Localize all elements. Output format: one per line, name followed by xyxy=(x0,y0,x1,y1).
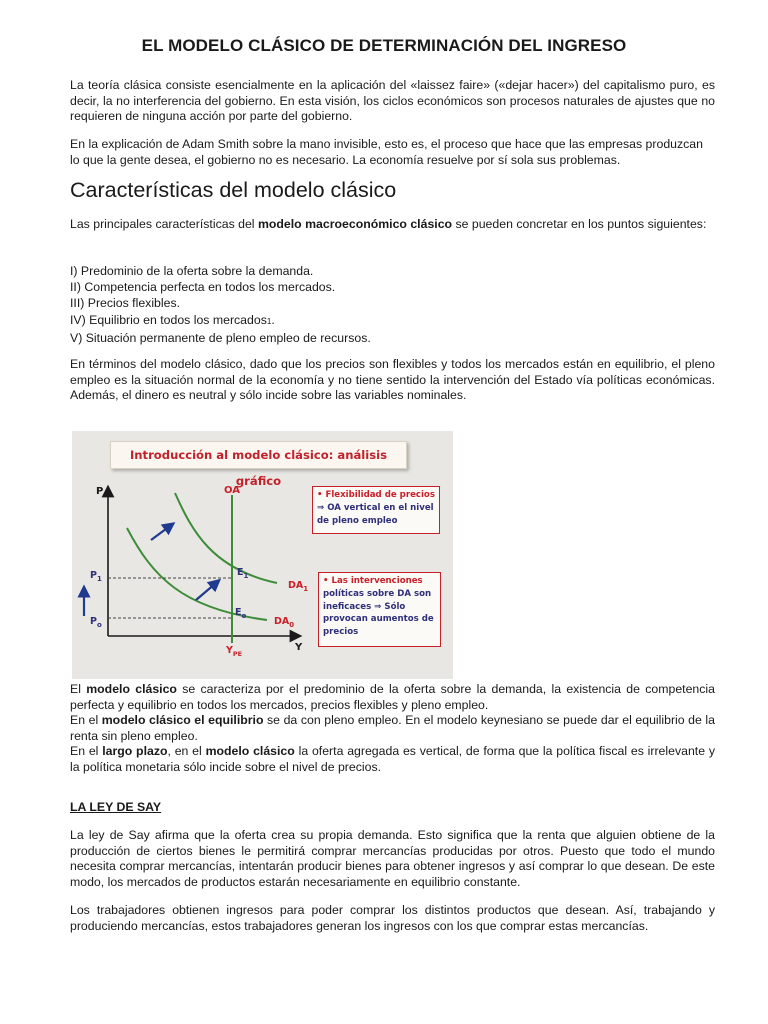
da1-label xyxy=(288,580,308,593)
e1-sub: 1 xyxy=(243,572,249,580)
da1-base: DA xyxy=(288,580,304,591)
da0-sub: 0 xyxy=(289,621,295,629)
interventions-line-4: provocan aumentos de xyxy=(323,614,434,625)
list-item: II) Competencia perfecta en todos los mercados. xyxy=(70,280,336,295)
da0-base: DA xyxy=(274,616,290,627)
bold-run: modelo clásico xyxy=(86,682,177,696)
text-run: se caracteriza por el predominio de la oferta sobre la demanda, la existencia de competencia perfecta y equilibrio en todos los mercados, precios flexibles y pleno empleo. xyxy=(70,682,715,712)
da1-sub: 1 xyxy=(303,585,309,593)
list-item-text: IV) Equilibrio en todos los mercados xyxy=(70,312,267,327)
after-figure-paragraph-3 xyxy=(70,744,715,775)
p0-sub: o xyxy=(96,621,102,629)
text-run: la oferta agregada es vertical, de forma que la política fiscal es irrelevante y la política monetaria sólo incide sobre el nivel de precios. xyxy=(70,744,715,774)
figure-title: Introducción al modelo clásico: análisis gráfico xyxy=(129,448,387,488)
features-lead-end: se pueden concretar en los puntos siguientes: xyxy=(452,217,707,231)
oa-label: OA xyxy=(224,485,240,496)
section-heading: Características del modelo clásico xyxy=(70,178,397,202)
interventions-bullet: • Las intervenciones xyxy=(323,576,423,586)
footnote-mark: 1 xyxy=(266,316,272,326)
axis-y-label: Y xyxy=(295,642,303,653)
flexibility-bullet: • Flexibilidad de precios xyxy=(317,490,435,500)
interventions-line-3: ineficaces ⇒ Sólo xyxy=(323,601,406,612)
intro-paragraph-2: En la explicación de Adam Smith sobre la mano invisible, esto es, el proceso que hace que las empresas produzcan lo que la gente desea, el gobierno no es necesario. La economía resuelve por sí sola sus problemas. xyxy=(70,137,703,167)
list-item: III) Precios flexibles. xyxy=(70,296,181,311)
text-run: En el xyxy=(70,744,103,758)
ype-base: Y xyxy=(226,645,233,656)
e1-label xyxy=(237,567,249,580)
features-list xyxy=(70,263,371,346)
p0-base: P xyxy=(90,616,97,627)
intro-paragraph-1: La teoría clásica consiste esencialmente en la aplicación del «laissez faire» («dejar hacer») del capitalismo puro, es decir, la no interferencia del gobierno. En esta visión, los ciclos económicos son procesos naturales de ajustes que no requieren de ninguna acción por parte del gobierno. xyxy=(70,78,715,124)
e1-base: E xyxy=(237,567,244,578)
interventions-line-5: precios xyxy=(323,627,359,638)
ype-label xyxy=(225,645,242,658)
flexibility-line-3: de pleno empleo xyxy=(317,515,398,526)
classical-terms-paragraph: En términos del modelo clásico, dado que los precios son flexibles y todos los mercados están en equilibrio, el pleno empleo es la situación normal de la economía y no tiene sentido la intervención del Estado vía políticas económicas. Además, el dinero es neutral y sólo incide sobre las variables nominales. xyxy=(70,357,715,403)
interventions-line-2: políticas sobre DA son xyxy=(323,588,432,599)
p1-base: P xyxy=(90,570,97,581)
axis-p-label: P xyxy=(96,486,104,497)
e0-sub: o xyxy=(241,612,247,620)
p1-label xyxy=(90,570,102,583)
bold-run: largo plazo xyxy=(102,744,168,758)
bold-run: modelo clásico xyxy=(205,744,295,758)
features-lead-paragraph xyxy=(70,217,715,233)
interventions-box xyxy=(318,572,441,647)
list-item: I) Predominio de la oferta sobre la demanda. xyxy=(70,264,314,278)
ype-sub: PE xyxy=(232,650,243,658)
list-item-end: . xyxy=(271,312,275,327)
bold-run: modelo clásico el equilibrio xyxy=(101,713,264,727)
e0-base: E xyxy=(235,607,242,618)
features-lead-bold: modelo macroeconómico clásico xyxy=(257,217,453,231)
demand-shift-arrow xyxy=(151,526,170,540)
p0-label xyxy=(90,616,102,629)
classical-model-figure xyxy=(72,431,453,679)
list-item: V) Situación permanente de pleno empleo de recursos. xyxy=(70,330,371,345)
flexibility-box xyxy=(312,486,440,534)
page-title: EL MODELO CLÁSICO DE DETERMINACIÓN DEL INGRESO xyxy=(141,36,627,55)
da0-label xyxy=(274,616,294,629)
after-figure-paragraph-2 xyxy=(70,713,715,744)
p1-sub: 1 xyxy=(96,575,102,583)
features-lead-start: Las principales características del xyxy=(70,217,258,231)
equilibrium-shift-arrow xyxy=(196,583,216,600)
flexibility-line-2: ⇒ OA vertical en el nivel xyxy=(317,502,434,513)
e0-label xyxy=(235,607,247,620)
text-run: El xyxy=(70,682,87,696)
after-figure-paragraph-1 xyxy=(70,682,715,713)
say-paragraph-1: La ley de Say afirma que la oferta crea su propia demanda. Esto significa que la renta que alguien obtiene de la producción de ciertos bienes le permitirá comprar mercancías producidas por otros. Puesto que todo el mundo necesita comprar mercancías, intentarán producir bienes para obtener ingresos y así comprar lo que desean. De este modo, los mercados de productos estarán necesariamente en equilibrio constante. xyxy=(70,828,715,889)
list-item xyxy=(70,312,371,330)
text-run: En el xyxy=(70,713,102,727)
text-run: , en el xyxy=(167,744,206,758)
say-paragraph-2: Los trabajadores obtienen ingresos para poder comprar los distintos productos que desean. Así, trabajando y produciendo mercancías, estos trabajadores generan los ingresos con los que comprar estas mercancías. xyxy=(70,903,715,933)
say-heading: LA LEY DE SAY xyxy=(70,800,162,814)
da1-curve xyxy=(175,493,277,583)
text-run: se da con pleno empleo. En el modelo keynesiano se puede dar el equilibrio de la renta sin pleno empleo. xyxy=(70,713,715,743)
